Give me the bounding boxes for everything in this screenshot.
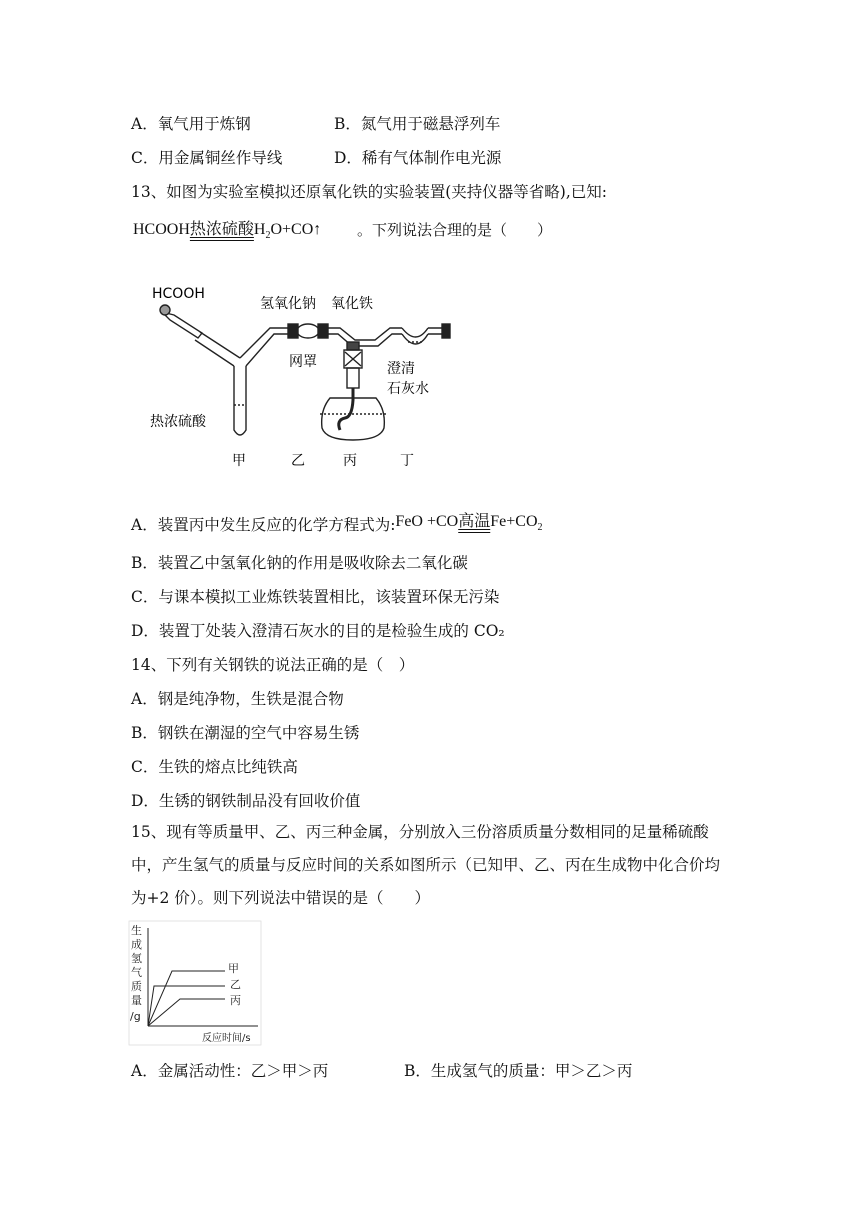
q13-option-a [131, 512, 543, 537]
q12-option-b: B．氮气用于磁悬浮列车 [334, 115, 501, 133]
label-bing: 丙 [343, 453, 357, 469]
ylabel-4: 气 [131, 966, 142, 979]
q14-stem: 14、下列有关钢铁的说法正确的是（ ） [131, 656, 415, 674]
q12-option-c: C．用金属铜丝作导线 [131, 149, 283, 167]
q13-option-d: D．装置丁处装入澄清石灰水的目的是检验生成的 CO₂ [131, 622, 505, 640]
label-h2so4: 热浓硫酸 [150, 414, 206, 430]
ylabel-1: 生 [131, 924, 142, 937]
series-jia-label: 甲 [228, 962, 239, 975]
q13-option-a-equation [395, 513, 543, 534]
label-ding: 丁 [400, 453, 414, 469]
q14-option-c: C．生铁的熔点比纯铁高 [131, 758, 298, 776]
q15-option-a: A．金属活动性：乙＞甲＞丙 [131, 1062, 329, 1080]
ylabel-7: /g [130, 1010, 141, 1023]
q14-option-d: D．生锈的钢铁制品没有回收价值 [131, 792, 361, 810]
q13-option-a-text: A．装置丙中发生反应的化学方程式为: [131, 516, 396, 534]
label-mesh: 网罩 [289, 354, 317, 370]
q15-stem: 15、现有等质量甲、乙、丙三种金属，分别放入三份溶质质量分数相同的足量稀硫酸中，产生氢气的质量与反应时间的关系如图所示（已知甲、乙、丙在生成物中化合价均为+2 价）。则下列说法中错误的是（ ） [131, 823, 721, 907]
series-bing-label: 丙 [230, 994, 241, 1007]
ylabel-3: 氢 [131, 952, 142, 965]
q12-option-a: A．氧气用于炼钢 [131, 115, 251, 133]
eq-product2: O+CO↑ [270, 221, 322, 238]
label-jia: 甲 [232, 453, 246, 469]
label-limewater-2: 石灰水 [387, 381, 429, 397]
a-eq-cond: 高温 [458, 513, 491, 530]
q13-option-c: C．与课本模拟工业炼铁装置相比，该装置环保无污染 [131, 588, 500, 606]
q15-option-b: B．生成氢气的质量：甲＞乙＞丙 [404, 1062, 633, 1080]
q13-stem-tail: 。下列说法合理的是（ ） [357, 221, 553, 239]
ylabel-5: 质 [131, 980, 142, 993]
eq-reactant: HCOOH [133, 221, 190, 238]
eq-condition: 热浓硫酸 [189, 221, 254, 238]
q13-option-b: B．装置乙中氢氧化钠的作用是吸收除去二氧化碳 [131, 554, 468, 572]
series-yi-label: 乙 [230, 978, 241, 991]
a-eq-right: Fe+CO [490, 513, 538, 530]
q13-apparatus-figure [140, 280, 470, 475]
q15-graph [128, 920, 262, 1046]
ylabel-6: 量 [131, 994, 142, 1007]
eq-product1-sub: 2 [265, 230, 271, 242]
q14-option-b: B．钢铁在潮湿的空气中容易生锈 [131, 724, 360, 742]
a-eq-left: FeO +CO [395, 513, 459, 530]
q14-option-a: A．钢是纯净物，生铁是混合物 [131, 690, 344, 708]
label-limewater-1: 澄清 [387, 361, 415, 377]
label-hcooh: HCOOH [152, 286, 205, 302]
a-eq-sub: 2 [537, 522, 543, 534]
q13-stem: 13、如图为实验室模拟还原氧化铁的实验装置(夹持仪器等省略),已知: [131, 183, 607, 201]
label-naoh: 氢氧化钠 [260, 296, 316, 312]
eq-product1: H [253, 221, 266, 238]
ylabel-2: 成 [131, 938, 142, 951]
xlabel: 反应时间/s [202, 1033, 251, 1044]
label-yi: 乙 [291, 453, 305, 469]
label-fe2o3: 氧化铁 [331, 296, 373, 312]
q12-option-d: D．稀有气体制作电光源 [334, 149, 502, 167]
q13-equation [133, 216, 321, 241]
